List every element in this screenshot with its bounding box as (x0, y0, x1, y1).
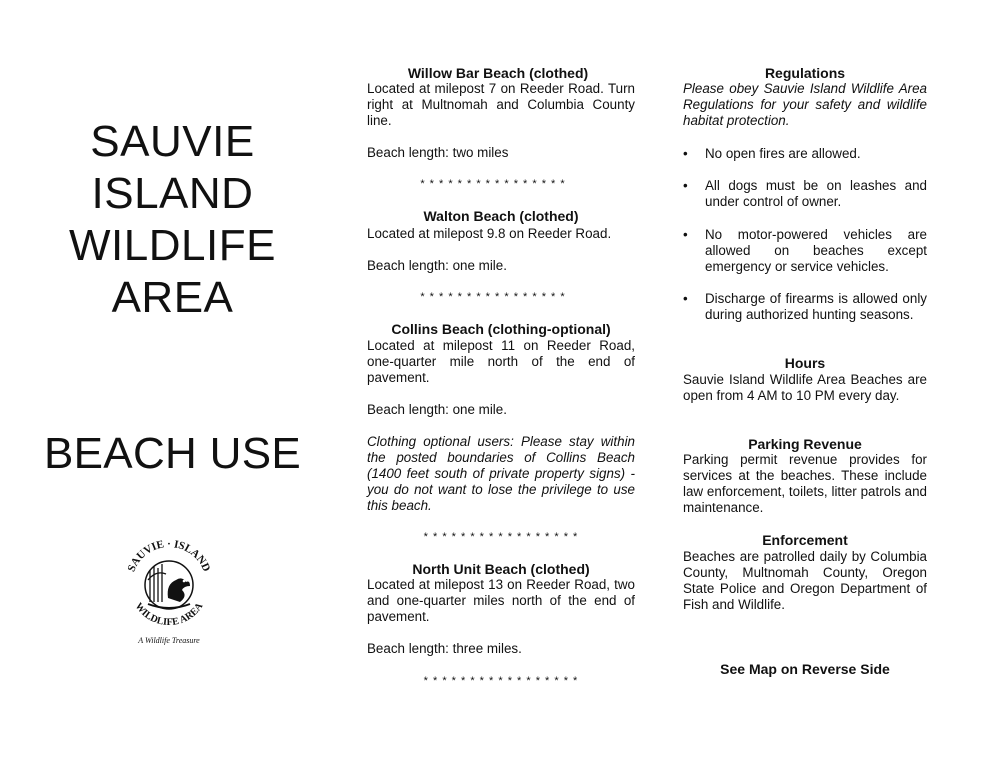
walton-text: Located at milepost 9.8 on Reeder Road. (367, 226, 612, 241)
collins-heading: Collins Beach (clothing-optional) (391, 321, 611, 337)
title-line: ISLAND (91, 169, 254, 218)
willow-bar-text: Located at milepost 7 on Reeder Road. Turn right at Multnomah and Columbia County line. (367, 81, 635, 128)
parking-text: Parking permit revenue provides for services at the beaches. These include law enforcement, toilets, litter patrols and maintenance. (683, 452, 927, 515)
rule-text: All dogs must be on leashes and under control of owner. (705, 178, 927, 209)
parking-heading: Parking Revenue (748, 436, 862, 452)
title-line: WILDLIFE (69, 221, 276, 270)
list-item (683, 227, 927, 275)
rule-text: No open fires are allowed. (705, 146, 861, 161)
logo-tagline: A Wildlife Treasure (138, 636, 200, 645)
separator: * * * * * * * * * * * * * * * * (420, 291, 566, 303)
rule-text: Discharge of firearms is allowed only during authorized hunting seasons. (705, 291, 927, 322)
bullet-icon: • (683, 146, 688, 161)
logo-top-text: SAUVIE · ISLAND (125, 540, 213, 574)
hours-heading: Hours (784, 355, 826, 371)
separator: * * * * * * * * * * * * * * * * (420, 178, 566, 190)
walton-length: Beach length: one mile. (367, 258, 507, 273)
list-item (683, 178, 927, 210)
rule-text: No motor-powered vehicles are allowed on beaches except emergency or service vehicles. (705, 227, 927, 274)
collins-text: Located at milepost 11 on Reeder Road, one-quarter mile north of the end of pavement. (367, 338, 635, 385)
hours-text: Sauvie Island Wildlife Area Beaches are open from 4 AM to 10 PM every day. (683, 372, 927, 403)
north-unit-heading: North Unit Beach (clothed) (412, 561, 590, 577)
regulations-heading: Regulations (764, 65, 846, 81)
sauvie-island-logo (120, 540, 218, 630)
list-item (683, 291, 927, 323)
subtitle: BEACH USE (44, 429, 301, 478)
bullet-icon: • (683, 178, 688, 193)
separator: * * * * * * * * * * * * * * * * * (423, 531, 579, 543)
north-unit-text: Located at milepost 13 on Reeder Road, two and one-quarter miles north of the end of pavement. (367, 577, 635, 624)
walton-heading: Walton Beach (clothed) (423, 208, 579, 224)
enforcement-heading: Enforcement (762, 532, 848, 548)
separator: * * * * * * * * * * * * * * * * * (423, 675, 579, 687)
bullet-icon: • (683, 291, 688, 306)
collins-length: Beach length: one mile. (367, 402, 507, 417)
collins-note: Clothing optional users: Please stay within the posted boundaries of Collins Beach (1400 feet south of private property signs) - you do not want to lose the privilege to use this beach. (367, 434, 635, 513)
map-note: See Map on Reverse Side (720, 661, 890, 677)
logo-bottom-text: WILDLIFE AREA (132, 600, 206, 629)
title-line: SAUVIE (90, 117, 255, 166)
list-item (683, 146, 927, 162)
willow-bar-heading: Willow Bar Beach (clothed) (407, 65, 589, 81)
bullet-icon: • (683, 227, 688, 242)
enforcement-text: Beaches are patrolled daily by Columbia County, Multnomah County, Oregon State Police and Oregon Department of Fish and Wildlife. (683, 549, 927, 612)
north-unit-length: Beach length: three miles. (367, 641, 522, 656)
regulations-intro: Please obey Sauvie Island Wildlife Area Regulations for your safety and wildlife habitat protection. (683, 81, 927, 128)
title-line: AREA (111, 273, 234, 322)
willow-bar-length: Beach length: two miles (367, 145, 509, 160)
